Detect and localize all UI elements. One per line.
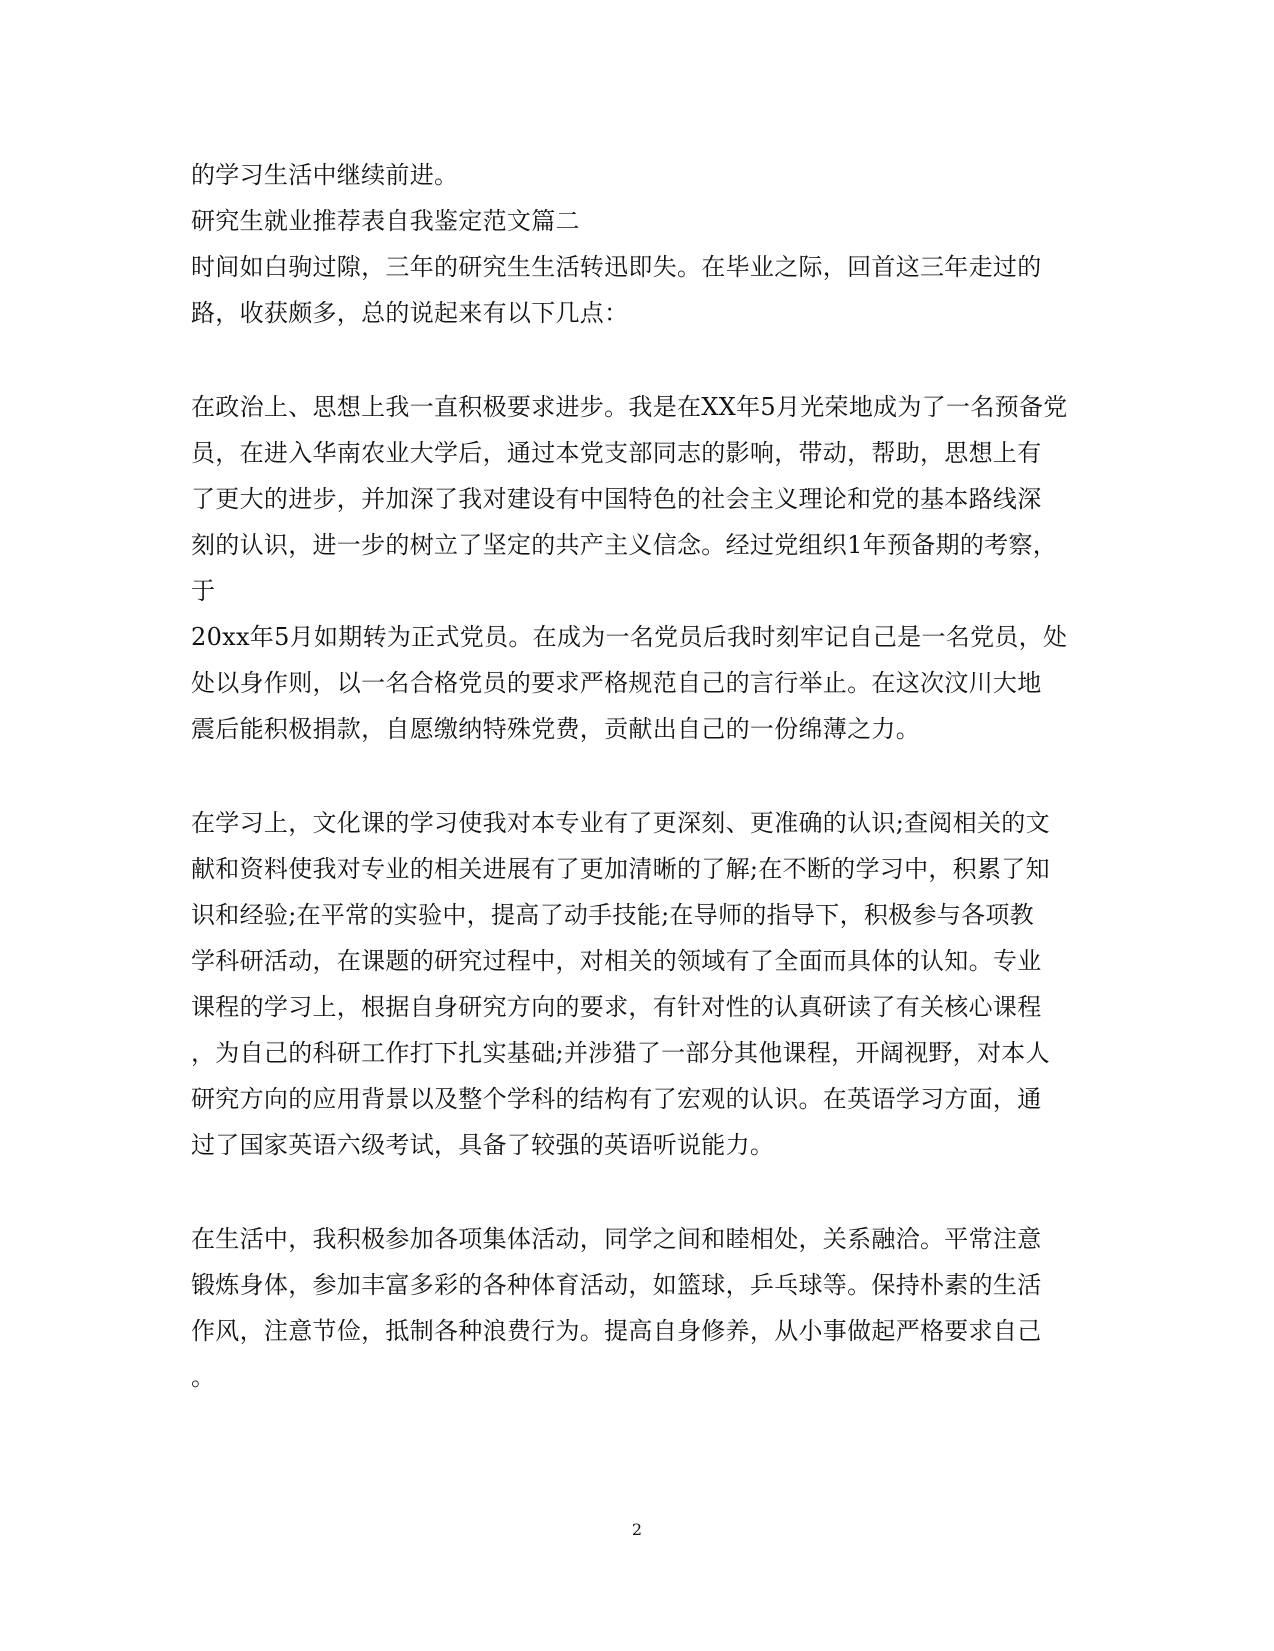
text-line: 于	[191, 577, 216, 605]
text-line: 课程的学习上，根据自身研究方向的要求，有针对性的认真研读了有关核心课程	[191, 993, 1042, 1021]
page-number: 2	[631, 1520, 643, 1539]
text-line: 路，收获颇多，总的说起来有以下几点：	[191, 299, 629, 327]
text-line: 在生活中，我积极参加各项集体活动，同学之间和睦相处，关系融洽。平常注意	[191, 1225, 1042, 1253]
section-heading: 研究生就业推荐表自我鉴定范文篇二	[191, 207, 580, 235]
text-line: 处以身作则，以一名合格党员的要求严格规范自己的言行举止。在这次汶川大地	[191, 669, 1042, 697]
text-line: 在政治上、思想上我一直积极要求进步。我是在XX年5月光荣地成为了一名预备党	[191, 393, 1068, 421]
text-line: 刻的认识，进一步的树立了坚定的共产主义信念。经过党组织1年预备期的考察，	[191, 531, 1058, 559]
text-line: 献和资料使我对专业的相关进展有了更加清晰的了解;在不断的学习中，积累了知	[191, 855, 1050, 883]
text-line: ，为自己的科研工作打下扎实基础;并涉猎了一部分其他课程，开阔视野，对本人	[191, 1039, 1050, 1067]
text-line: 作风，注意节俭，抵制各种浪费行为。提高自身修养，从小事做起严格要求自己	[191, 1317, 1042, 1345]
text-line: 的学习生活中继续前进。	[191, 161, 459, 189]
text-line: 锻炼身体，参加丰富多彩的各种体育活动，如篮球，乒乓球等。保持朴素的生活	[191, 1271, 1042, 1299]
text-line: 过了国家英语六级考试，具备了较强的英语听说能力。	[191, 1131, 775, 1159]
text-line: 了更大的进步，并加深了我对建设有中国特色的社会主义理论和党的基本路线深	[191, 485, 1042, 513]
text-line: 识和经验;在平常的实验中，提高了动手技能;在导师的指导下，积极参与各项教	[191, 901, 1034, 929]
text-line: 震后能积极捐款，自愿缴纳特殊党费，贡献出自己的一份绵薄之力。	[191, 715, 920, 743]
text-line: 。	[191, 1363, 216, 1391]
text-line: 在学习上，文化课的学习使我对本专业有了更深刻、更准确的认识;查阅相关的文	[191, 809, 1050, 837]
text-line: 学科研活动，在课题的研究过程中，对相关的领域有了全面而具体的认知。专业	[191, 947, 1042, 975]
text-line: 员，在进入华南农业大学后，通过本党支部同志的影响，带动，帮助，思想上有	[191, 439, 1042, 467]
text-line: 20xx年5月如期转为正式党员。在成为一名党员后我时刻牢记自己是一名党员，处	[191, 623, 1068, 651]
text-line: 时间如白驹过隙，三年的研究生生活转迅即失。在毕业之际，回首这三年走过的	[191, 253, 1042, 281]
text-line: 研究方向的应用背景以及整个学科的结构有了宏观的认识。在英语学习方面，通	[191, 1085, 1042, 1113]
